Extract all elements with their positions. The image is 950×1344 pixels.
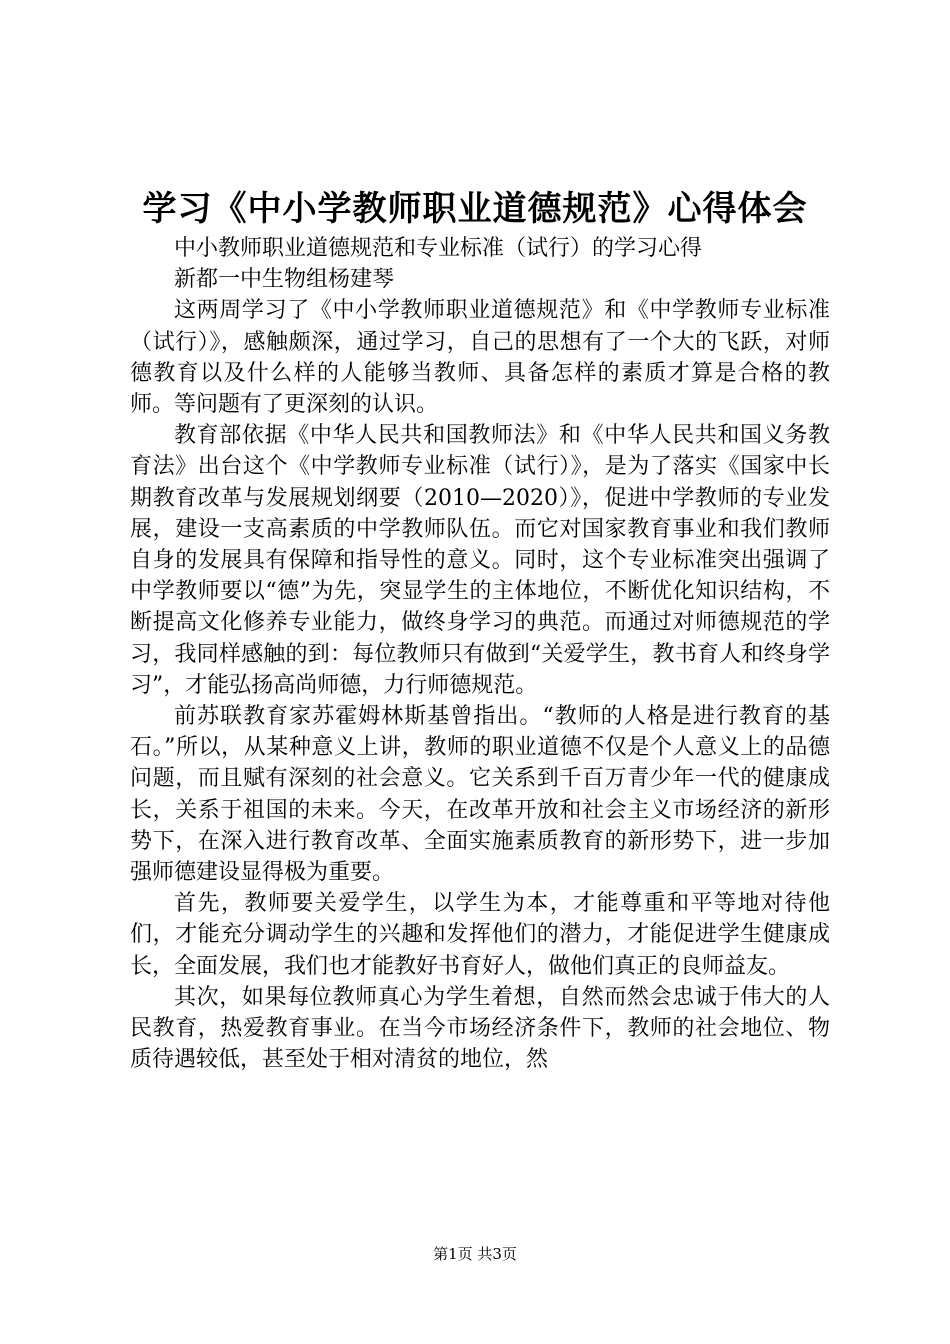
paragraph: 其次，如果每位教师真心为学生着想，自然而然会忠诚于伟大的人民教育，热爱教育事业。在当今市场经济条件下，教师的社会地位、物质待遇较低，甚至处于相对清贫的地位，然 [130, 984, 830, 1073]
paragraph: 这两周学习了《中小学教师职业道德规范》和《中学教师专业标准（试行）》，感触颇深，通过学习，自己的思想有了一个大的飞跃，对师德教育以及什么样的人能够当教师、具备怎样的素质才算是合格的教师。等问题有了更深刻的认识。 [130, 298, 830, 418]
document-title: 学习《中小学教师职业道德规范》心得体会 [142, 189, 808, 229]
author-line: 新都一中生物组杨建琴 [174, 267, 395, 293]
paragraph: 首先，教师要关爱学生，以学生为本，才能尊重和平等地对待他们，才能充分调动学生的兴趣和发挥他们的潜力，才能促进学生健康成长，全面发展，我们也才能教好书育好人，做他们真正的良师益友。 [130, 891, 830, 979]
paragraph: 前苏联教育家苏霍姆林斯基曾指出。“教师的人格是进行教育的基石。”所以，从某种意义上讲，教师的职业道德不仅是个人意义上的品德问题，而且赋有深刻的社会意义。它关系到千百万青少年一代的健康成长，关系于祖国的未来。今天，在改革开放和社会主义市场经济的新形势下，在深入进行教育改革、全面实施素质教育的新形势下，进一步加强师德建设显得极为重要。 [130, 704, 830, 886]
document-body [130, 233, 830, 1075]
subtitle: 中小教师职业道德规范和专业标准（试行）的学习心得 [174, 236, 703, 261]
page-footer: 第1页 共3页 [433, 1245, 517, 1263]
paragraph: 教育部依据《中华人民共和国教师法》和《中华人民共和国义务教育法》出台这个《中学教师专业标准（试行）》，是为了落实《国家中长期教育改革与发展规划纲要（2010—2020）》，促进中学教师的专业发展，建设一支高素质的中学教师队伍。而它对国家教育事业和我们教师自身的发展具有保障和指导性的意义。同时，这个专业标准突出强调了中学教师要以“德”为先，突显学生的主体地位，不断优化知识结构，不断提高文化修养专业能力，做终身学习的典范。而通过对师德规范的学习，我同样感触的到：每位教师只有做到“关爱学生，教书育人和终身学习”，才能弘扬高尚师德，力行师德规范。 [130, 423, 830, 698]
